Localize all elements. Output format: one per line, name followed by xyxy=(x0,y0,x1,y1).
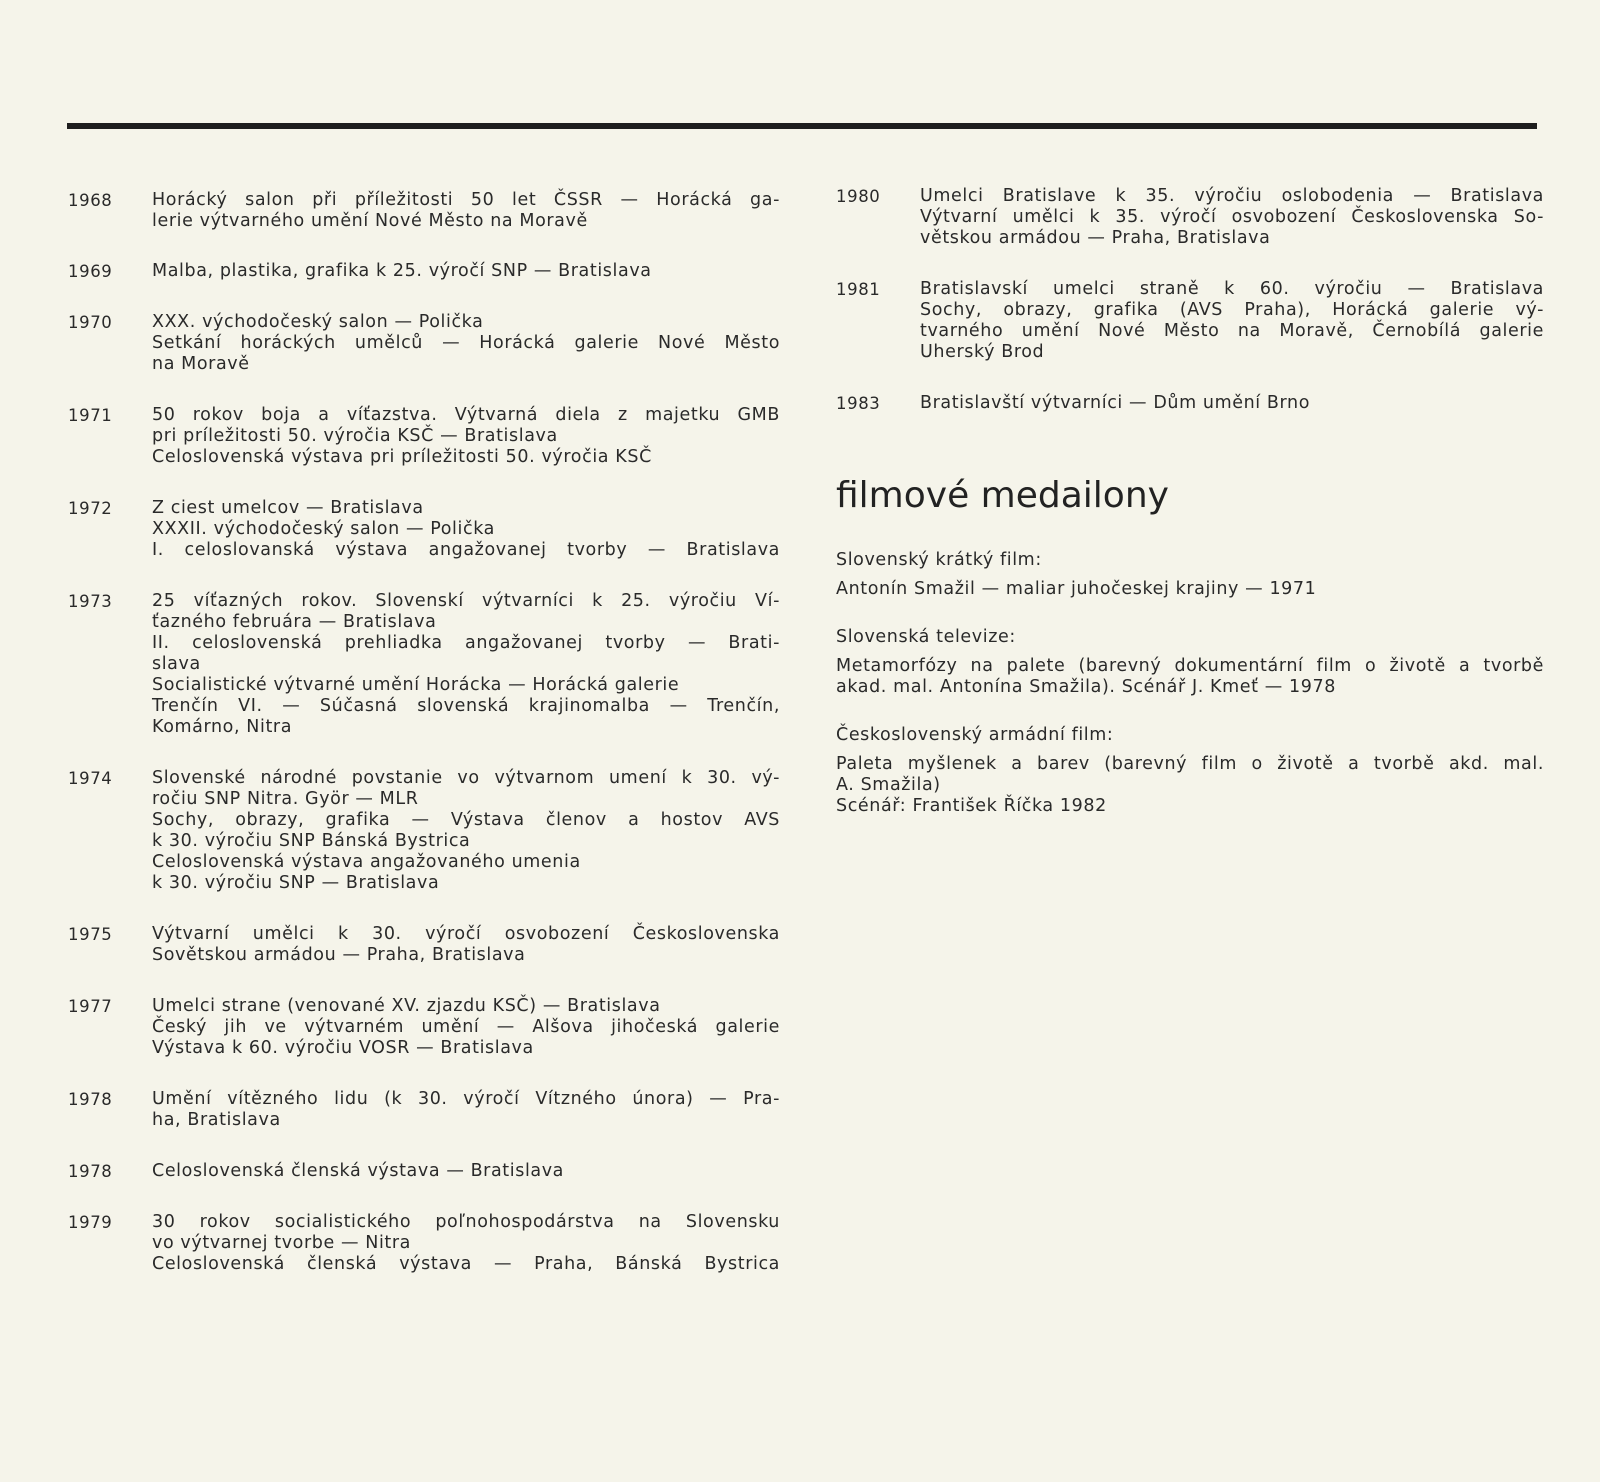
entry-text: Horácký salon při příležitosti 50 let ČSSR — Horácká ga- lerie výtvarného umění Nové Město na Moravě xyxy=(152,190,780,231)
entry-year: 1974 xyxy=(68,769,113,788)
exhibition-entry xyxy=(68,591,780,738)
exhibition-entry xyxy=(68,996,780,1059)
entry-text: Výtvarní umělci k 30. výročí osvobození Československa Sovětskou armádou — Praha, Bratislava xyxy=(152,924,780,965)
exhibition-entry xyxy=(68,1161,780,1182)
entry-year: 1970 xyxy=(68,313,113,332)
entry-text: Malba, plastika, grafika k 25. výročí SNP — Bratislava xyxy=(152,261,652,281)
exhibition-entry xyxy=(836,186,1544,249)
entry-text: Umění vítězného lidu (k 30. výročí Vítzného února) — Pra- ha, Bratislava xyxy=(152,1089,780,1130)
entry-text: 25 víťazných rokov. Slovenskí výtvarníci k 25. výročiu Ví- ťazného februára — Bratislava II. celoslovenská prehliadka angažovanej tvorby — Brati- slava Socialistické výtvarné umění Horácka — Horácká galerie Trenčín VI. — Súčasná slovenská krajinomalba — Trenčín, Komárno, Nitra xyxy=(152,591,780,737)
entry-year: 1979 xyxy=(68,1213,113,1232)
exhibition-entry xyxy=(836,393,1544,414)
entry-text: Umelci strane (venované XV. zjazdu KSČ) — Bratislava Český jih ve výtvarném umění — Alšova jihočeská galerie Výstava k 60. výročiu VOSR — Bratislava xyxy=(152,996,780,1058)
entry-year: 1973 xyxy=(68,592,113,611)
entry-year: 1981 xyxy=(836,280,881,299)
entry-year: 1983 xyxy=(836,394,881,413)
entry-text: Bratislavskí umelci straně k 60. výročiu — Bratislava Sochy, obrazy, grafika (AVS Praha), Horácká galerie vý- tvarného umění Nové Město na Moravě, Černobílá galerie Uherský Brod xyxy=(920,279,1544,362)
exhibition-entry xyxy=(68,768,780,894)
entry-text: Celoslovenská členská výstava — Bratislava xyxy=(152,1161,565,1181)
entry-text: Slovenské národné povstanie vo výtvarnom umení k 30. vý- ročiu SNP Nitra. Györ — MLR Sochy, obrazy, grafika — Výstava členov a hostov AVS k 30. výročiu SNP Bánská Bystrica Celoslovenská výstava angažovaného umenia k 30. výročiu SNP — Bratislava xyxy=(152,768,780,893)
entry-year: 1975 xyxy=(68,925,113,944)
entry-text: 50 rokov boja a víťazstva. Výtvarná diela z majetku GMB pri príležitosti 50. výročia KSČ — Bratislava Celoslovenská výstava pri príležitosti 50. výročia KSČ xyxy=(152,405,780,467)
film-text: Paleta myšlenek a barev (barevný film o životě a tvorbě akd. mal. A. Smažila) Scénář: František Říčka 1982 xyxy=(836,754,1544,816)
entry-text: Bratislavští výtvarníci — Dům umění Brno xyxy=(920,393,1311,413)
entry-year: 1977 xyxy=(68,997,113,1016)
exhibition-entry xyxy=(68,924,780,966)
exhibition-entry xyxy=(68,261,780,282)
entry-year: 1980 xyxy=(836,187,881,206)
exhibitions-right-column xyxy=(836,186,1544,844)
film-heading: filmové medailony xyxy=(836,475,1169,516)
entry-year: 1971 xyxy=(68,406,113,425)
entry-year: 1978 xyxy=(68,1162,113,1181)
entry-year: 1969 xyxy=(68,262,113,281)
exhibition-entry xyxy=(68,405,780,468)
film-label: Slovenský krátký film: xyxy=(836,550,1042,570)
entry-text: Umelci Bratislave k 35. výročiu oslobodenia — Bratislava Výtvarní umělci k 35. výročí osvobození Československa So- větskou armádou — Praha, Bratislava xyxy=(920,186,1544,248)
entry-year: 1972 xyxy=(68,499,113,518)
entry-text: 30 rokov socialistického poľnohospodárstva na Slovensku vo výtvarnej tvorbe — Nitra Celoslovenská členská výstava — Praha, Bánská Bystrica xyxy=(152,1212,780,1274)
exhibition-entry xyxy=(68,1212,780,1275)
film-text: Antonín Smažil — maliar juhočeskej krajiny — 1971 xyxy=(836,579,1317,599)
exhibition-entry xyxy=(68,1089,780,1131)
exhibitions-left-column xyxy=(68,190,780,1275)
film-label: Československý armádní film: xyxy=(836,725,1114,745)
exhibition-entry xyxy=(836,279,1544,363)
exhibition-entry xyxy=(68,190,780,232)
film-text: Metamorfózy na palete (barevný dokumentární film o životě a tvorbě akad. mal. Antonína Smažila). Scénář J. Kmeť — 1978 xyxy=(836,656,1544,697)
exhibition-entry xyxy=(68,312,780,375)
entry-text: XXX. východočeský salon — Polička Setkání horáckých umělců — Horácká galerie Nové Město na Moravě xyxy=(152,312,780,374)
top-rule xyxy=(67,123,1537,129)
entry-year: 1978 xyxy=(68,1090,113,1109)
entry-text: Z ciest umelcov — Bratislava XXXII. východočeský salon — Polička I. celoslovanská výstava angažovanej tvorby — Bratislava xyxy=(152,498,780,560)
film-label: Slovenská televize: xyxy=(836,627,1016,647)
entry-year: 1968 xyxy=(68,191,113,210)
exhibition-entry xyxy=(68,498,780,561)
film-medallions-section xyxy=(836,476,1544,817)
